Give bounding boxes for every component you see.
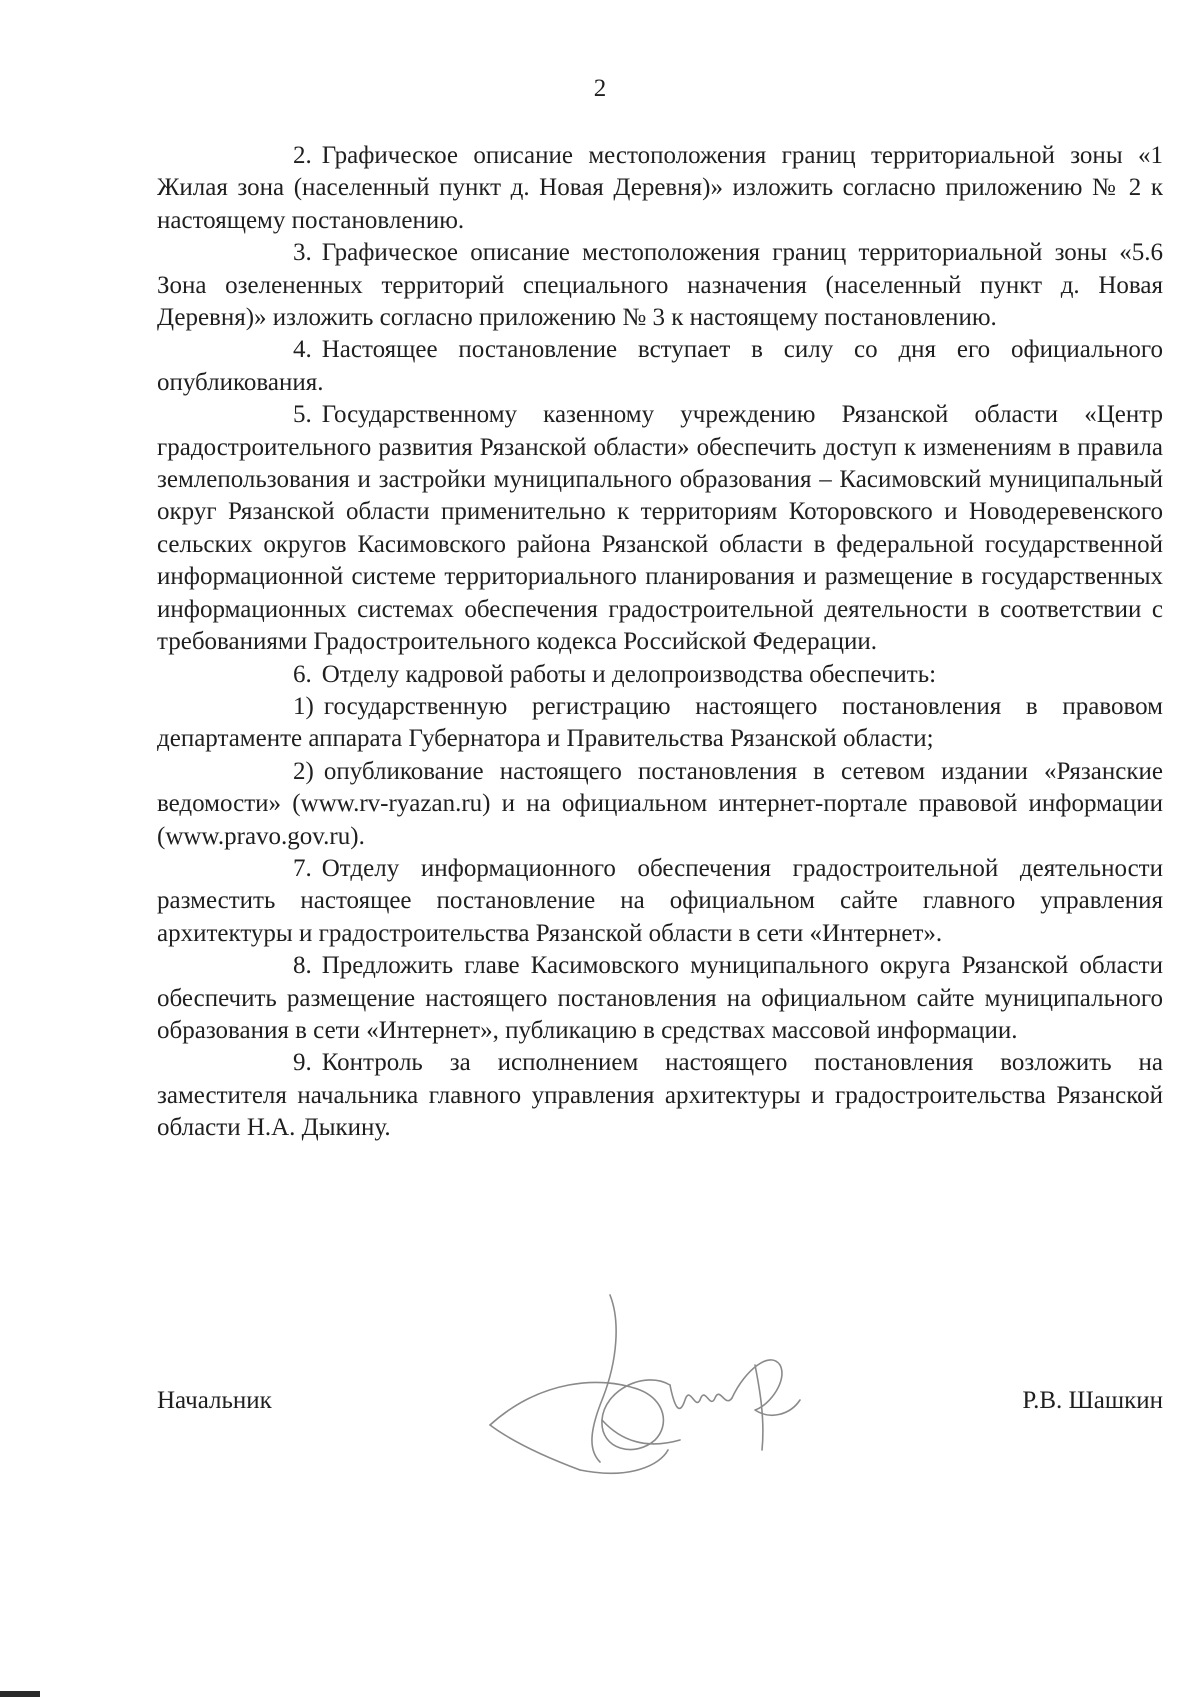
paragraph-text: Государственному казенному учреждению Рязанской области «Центр градостроительного развития Рязанской области» обеспечить доступ к изменениям в правила землепользования и застройки муниципального образования – Касимовский муниципальный округ Рязанской области применительно к территориям Которовского и Новодеревенского сельских округов Касимовского района Рязанской области в федеральной государственной информационной системе территориального планирования и размещение в государственных информационных системах обеспечения градостроительной деятельности в соответствии с требованиями Градостроительного кодекса Российской Федерации. (157, 401, 1163, 656)
paragraph-text: опубликование настоящего постановления в сетевом издании «Рязанские ведомости» (www.rv-ryazan.ru) и на официальном интернет-портале правовой информации (www.pravo.gov.ru). (157, 757, 1163, 850)
signatory-name: Р.В. Шашкин (1022, 1387, 1163, 1414)
paragraph-4 (157, 334, 1163, 399)
paragraph-text: Графическое описание местоположения границ территориальной зоны «5.6 Зона озелененных территорий специального назначения (населенный пункт д. Новая Деревня)» изложить согласно приложению № 3 к настоящему постановлению. (157, 239, 1163, 332)
subparagraph-6-2 (157, 756, 1163, 853)
paragraph-3 (157, 237, 1163, 334)
paragraph-text: Отделу информационного обеспечения градостроительной деятельности разместить настоящее постановление на официальном сайте главного управления архитектуры и градостроительства Рязанской области в сети «Интернет». (157, 854, 1163, 947)
paragraph-number: 8. (293, 952, 312, 980)
paragraph-text: Предложить главе Касимовского муниципального округа Рязанской области обеспечить размещение настоящего постановления на официальном сайте муниципального образования в сети «Интернет», публикацию в средствах массовой информации. (157, 952, 1163, 1044)
paragraph-number: 6. (293, 660, 312, 688)
paragraph-text: Контроль за исполнением настоящего постановления возложить на заместителя начальника главного управления архитектуры и градостроительства Рязанской области Н.А. Дыкину. (157, 1049, 1163, 1142)
paragraph-9 (157, 1047, 1163, 1144)
paragraph-6 (157, 659, 1163, 691)
paragraph-number: 4. (293, 336, 312, 364)
paragraph-number: 5. (293, 401, 312, 429)
subparagraph-6-1 (157, 691, 1163, 756)
paragraph-number: 7. (293, 854, 312, 882)
scan-edge-mark (0, 1691, 40, 1697)
paragraph-number: 9. (293, 1049, 312, 1077)
paragraph-8 (157, 950, 1163, 1047)
page-number: 2 (593, 75, 607, 102)
paragraph-2 (157, 140, 1163, 237)
signatory-position: Начальник (157, 1387, 272, 1414)
paragraph-number: 3. (293, 239, 312, 267)
paragraph-number: 2. (293, 142, 312, 169)
paragraph-text: Настоящее постановление вступает в силу со дня его официального опубликования. (157, 336, 1163, 396)
handwritten-signature (470, 1290, 840, 1480)
paragraph-text: государственную регистрацию настоящего постановления в правовом департаменте аппарата Губернатора и Правительства Рязанской области; (157, 692, 1163, 753)
paragraph-5 (157, 399, 1163, 658)
paragraph-text: Графическое описание местоположения границ территориальной зоны «1 Жилая зона (населенный пункт д. Новая Деревня)» изложить согласно приложению № 2 к настоящему постановлению. (157, 142, 1163, 234)
document-body (157, 140, 1163, 1145)
paragraph-text: Отделу кадровой работы и делопроизводства обеспечить: (321, 660, 937, 688)
paragraph-number: 1) (293, 692, 314, 720)
paragraph-7 (157, 853, 1163, 950)
paragraph-number: 2) (293, 757, 314, 785)
